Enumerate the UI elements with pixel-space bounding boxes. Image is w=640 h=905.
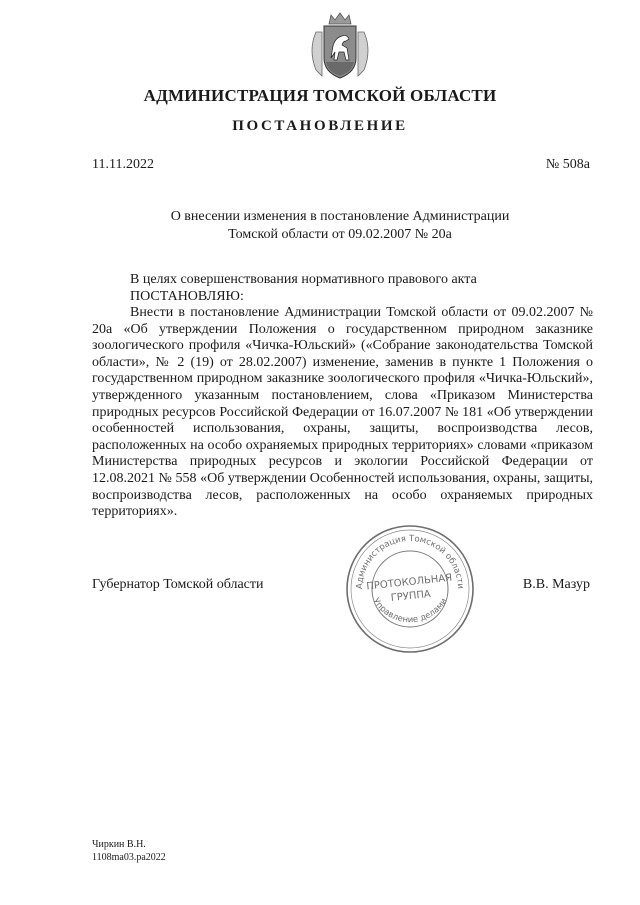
- subject-line-2: Томской области от 09.02.2007 № 20а: [228, 227, 452, 242]
- resolve-word: ПОСТАНОВЛЯЮ:: [130, 289, 244, 304]
- stamp-outer-text: Администрация Томской области: [354, 533, 466, 590]
- document-subject: [130, 208, 550, 244]
- document-type: ПОСТАНОВЛЕНИЕ: [232, 118, 408, 134]
- document-number: № 508а: [545, 157, 590, 172]
- coat-of-arms-icon: [302, 10, 378, 82]
- body-paragraph: Внести в постановление Администрации Томской области от 09.02.2007 № 20а «Об утверждении Положения о государственном природном заказнике зоологического профиля «Чичка-Юльский» («Собрание законодательства Томской области», № 2 (19) от 28.02.2007) изменение, заменив в пункте 1 Положения о государственном природном заказнике зоологического профиля «Чичка-Юльский», утвержденного указанным постановлением, слова «Приказом Министерства природных ресурсов Российской Федерации от 16.07.2007 № 181 «Об утверждении особенностей использования, охраны, защиты, воспроизводства лесов, расположенных на особо охраняемых природных территориях» словами «приказом Министерства природных ресурсов и экологии Российской Федерации от 12.08.2021 № 558 «Об утверждении Особенностей использования, охраны, защиты, воспроизводства лесов, расположенных на особо охраняемых природных территориях».: [92, 305, 593, 520]
- official-stamp: [344, 523, 476, 655]
- stamp-bottom-text: Управление делами: [370, 596, 450, 626]
- subject-line-1: О внесении изменения в постановление Администрации: [170, 209, 510, 224]
- document-date: 11.11.2022: [92, 157, 154, 172]
- executor-code: 1108ma03.pa2022: [92, 852, 166, 863]
- signatory-title: Губернатор Томской области: [92, 577, 264, 592]
- signatory-name: В.В. Мазур: [522, 577, 590, 592]
- stamp-center-line-1: ПРОТОКОЛЬНАЯ: [365, 572, 453, 593]
- preamble: В целях совершенствования нормативного правового акта: [130, 272, 477, 287]
- organization-name: АДМИНИСТРАЦИЯ ТОМСКОЙ ОБЛАСТИ: [143, 86, 497, 105]
- stamp-center-line-2: ГРУППА: [390, 588, 432, 605]
- executor-info: [92, 838, 166, 864]
- executor-name: Чиркин В.Н.: [92, 839, 146, 850]
